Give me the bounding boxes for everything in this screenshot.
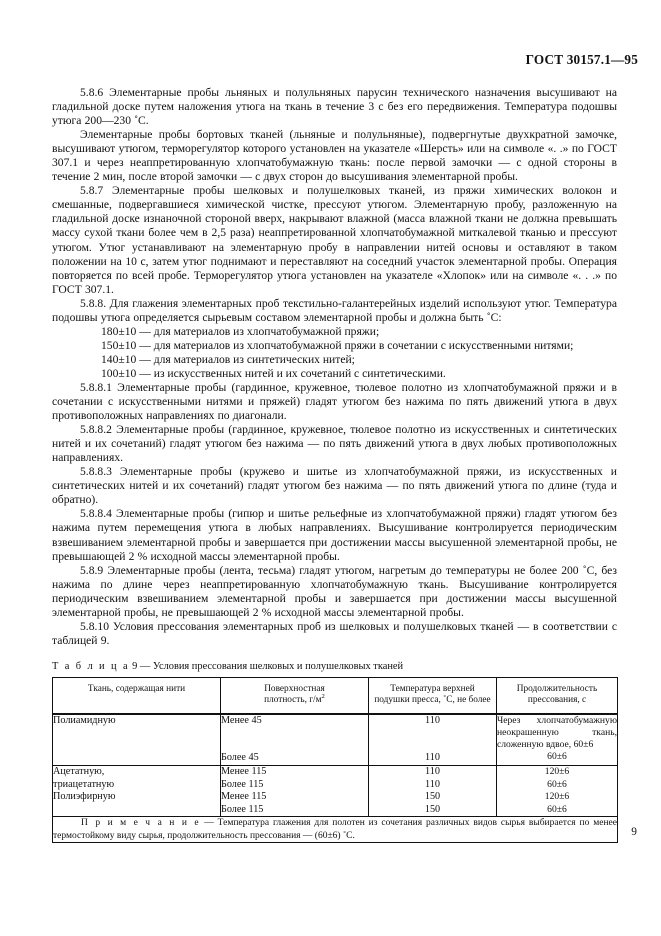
cell-temperature-polyamide xyxy=(369,714,497,766)
cell-spacer xyxy=(221,727,368,740)
cell-duration-acetate-line2: 60±6 xyxy=(547,778,567,790)
clause-5-8-8-3: 5.8.8.3 Элементарные пробы (кружево и шитье из хлопчатобумажной пряжи, из искусственных и синтетических нитей и их сочетаний) гладят утюгом без нажима — по пять движений утюга по длине (туда и обратно). xyxy=(52,465,617,507)
table-9-pressing-conditions xyxy=(52,677,618,843)
table-header-density-line1: Поверхностная xyxy=(264,683,325,694)
cell-duration-polyamide-note: Через хлопчатобумажную неокрашенную ткань, сложенную вдвое, 60±6 xyxy=(497,714,617,750)
cell-density-acetate-polyester xyxy=(221,766,369,817)
cell-density-acetate-line3: Менее 115 xyxy=(221,791,267,803)
table-caption-label: Т а б л и ц а xyxy=(52,660,130,672)
table-header-temperature xyxy=(369,677,497,713)
cell-fabric-polyamide-line1: Полиамидную xyxy=(53,714,116,726)
cell-duration-acetate-polyester xyxy=(497,766,618,817)
clause-5-8-6-continued: Элементарные пробы бортовых тканей (льняные и полульняные), подвергнутые двухкратной замочке, высушивают утюгом, терморегулятор которого установлен на указателе «Шерсть» или на символе «. .» по ГОСТ 307.1 и через неаппретированную хлопчатобумажную ткань: после первой замочки — с одной стороны в течение 2 мин, после второй замочки — с двух сторон до высушивания элементарной пробы. xyxy=(52,128,617,184)
cell-temperature-polyamide-line1: 110 xyxy=(425,714,440,726)
cell-temperature-acetate-polyester xyxy=(369,766,497,817)
table-caption-text: — Условия прессования шелковых и полушелковых тканей xyxy=(139,660,404,672)
table-header-temperature-line1: Температура верхней xyxy=(390,683,475,694)
clause-5-8-6: 5.8.6 Элементарные пробы льняных и полульняных парусин технического назначения высушивают на гладильной доске путем наложения утюга на ткань в течение 3 с без его передвижения. Температура подошвы утюга 200—230 ˚С. xyxy=(52,86,617,128)
clause-5-8-10: 5.8.10 Условия прессования элементарных проб из шелковых и полушелковых тканей — в соответствии с таблицей 9. xyxy=(52,619,617,647)
cell-duration-polyamide-last: 60±6 xyxy=(547,750,567,762)
cell-duration-acetate-line4: 60±6 xyxy=(547,803,567,815)
clause-5-8-8-2: 5.8.8.2 Элементарные пробы (гардинное, кружевное, тюлевое полотно из искусственных и синтетических нитей и их сочетаний) гладят утюгом без нажима — по пять движений утюга в двух любых противоположных направлениях. xyxy=(52,423,617,465)
table-header-temperature-line2: подушки пресса, ˚С, не более xyxy=(374,695,491,706)
clause-5-8-8: 5.8.8. Для глажения элементарных проб текстильно-галантерейных изделий используют утюг. Температура подошвы утюга определяется сырьевым составом элементарной пробы и должна быть ˚С: xyxy=(52,296,617,324)
document-body xyxy=(52,86,617,843)
clause-5-8-9: 5.8.9 Элементарные пробы (лента, тесьма) гладят утюгом, нагретым до температуры не более 200 ˚С, без нажима по длине через неаппретированную хлопчатобумажную ткань. Высушивание контролируется периодическим взвешиванием элементарной пробы и завершается при достижении массы высушенной элементарной пробы, не превышающей 2 % исходной массы элементарной пробы. xyxy=(52,563,617,619)
table-note xyxy=(53,817,618,843)
cell-duration-polyamide xyxy=(497,714,618,766)
table-header-density-line2: плотность, г/м xyxy=(264,695,322,706)
cell-density-polyamide-line1: Менее 45 xyxy=(221,714,262,726)
table-header-density xyxy=(221,677,369,713)
superscript-two: 2 xyxy=(321,693,325,701)
table-header-duration-line1: Продолжительность xyxy=(516,683,598,694)
cell-temperature-acetate-line2: 110 xyxy=(425,778,440,790)
page-header-standard-number: ГОСТ 30157.1—95 xyxy=(525,52,638,67)
clause-5-8-8-4: 5.8.8.4 Элементарные пробы (гипюр и шитье рельефные из хлопчатобумажной пряжи) гладят утюгом без нажима путем перемещения утюга в любых направлениях. Высушивание контролируется периодическим взвешиванием элементарной пробы и завершается при достижении массы высушенной элементарной пробы, не превышающей 2 % исходной массы элементарной пробы. xyxy=(52,507,617,563)
cell-duration-acetate-line1: 120±6 xyxy=(544,766,570,778)
temperature-item-180: 180±10 — для материалов из хлопчатобумажной пряжи; xyxy=(101,324,380,338)
table-note-text: — Температура глажения для полотен из сочетания различных видов сырья выбирается по менее термостойкому виду сырья, продолжительность прессования — (60±6) ˚С. xyxy=(53,818,617,841)
temperature-item-150: 150±10 — для материалов из хлопчатобумажной пряжи в сочетании с искусственными нитями; xyxy=(101,338,574,352)
temperature-item-140: 140±10 — для материалов из синтетических нитей; xyxy=(101,352,355,366)
clause-5-8-7: 5.8.7 Элементарные пробы шелковых и полушелковых тканей, из пряжи химических волокон и смешанные, подвергавшиеся химической чистке, прессуют утюгом. Элементарную пробу, разложенную на гладильной доске изнаночной стороной вверх, накрывают влажной (масса влажной ткани не должна превышать массу сухой ткани более чем в 2,5 раза) неаппретированной хлопчатобумажной миткалевой тканью и прессуют утюгом. Утюг устанавливают на элементарную пробу в направлении нитей основы и оставляют в таком положении на 10 с, затем утюг поднимают и переставляют на соседний участок элементарной пробы. Операция повторяется по всей пробе. Терморегулятор утюга установлен на указателе «Хлопок» или на символе «. . .» по ГОСТ 307.1. xyxy=(52,184,617,296)
cell-temperature-acetate-line4: 150 xyxy=(424,803,441,815)
cell-fabric-acetate-line2: триацетатную xyxy=(53,778,115,790)
table-caption-number: 9 xyxy=(132,660,138,672)
cell-temperature-acetate-line3: 150 xyxy=(424,791,441,803)
cell-density-acetate-line1: Менее 115 xyxy=(221,766,267,778)
table-header-fabric xyxy=(53,677,221,713)
cell-fabric-acetate-polyester xyxy=(53,766,221,817)
cell-fabric-acetate-line1: Ацетатную, xyxy=(53,766,105,778)
table-note-row xyxy=(53,817,618,843)
temperature-item-100: 100±10 — из искусственных нитей и их сочетаний с синтетическими. xyxy=(101,366,446,380)
cell-temperature-acetate-line1: 110 xyxy=(425,766,440,778)
table-row-polyamide xyxy=(53,714,618,766)
table-note-label: П р и м е ч а н и е xyxy=(81,818,201,829)
cell-fabric-polyamide xyxy=(53,714,221,766)
cell-spacer xyxy=(221,740,368,753)
table-header-row xyxy=(53,677,618,713)
table-row-acetate-polyester xyxy=(53,766,618,817)
cell-spacer xyxy=(369,727,496,740)
table-header-duration xyxy=(497,677,618,713)
table-caption xyxy=(52,660,617,673)
page-number: 9 xyxy=(631,826,637,838)
cell-duration-acetate-line3: 120±6 xyxy=(544,791,570,803)
cell-fabric-acetate-line3: Полиэфирную xyxy=(53,791,116,803)
clause-5-8-8-1: 5.8.8.1 Элементарные пробы (гардинное, кружевное, тюлевое полотно из хлопчатобумажной пряжи и в сочетании с искусственными нитями и пряжей) гладят утюгом без нажима по пять движений утюга в двух противоположных направлениях по диагонали. xyxy=(52,380,617,423)
cell-temperature-polyamide-line4: 110 xyxy=(425,752,440,764)
cell-spacer xyxy=(369,740,496,753)
cell-density-polyamide xyxy=(221,714,369,766)
cell-density-polyamide-line4: Более 45 xyxy=(221,752,259,764)
table-header-fabric-line1: Ткань, содержащая нити xyxy=(87,683,186,694)
table-header-duration-line2: прессования, с xyxy=(527,695,587,706)
cell-density-acetate-line2: Более 115 xyxy=(221,778,264,790)
cell-density-acetate-line4: Более 115 xyxy=(221,803,264,815)
